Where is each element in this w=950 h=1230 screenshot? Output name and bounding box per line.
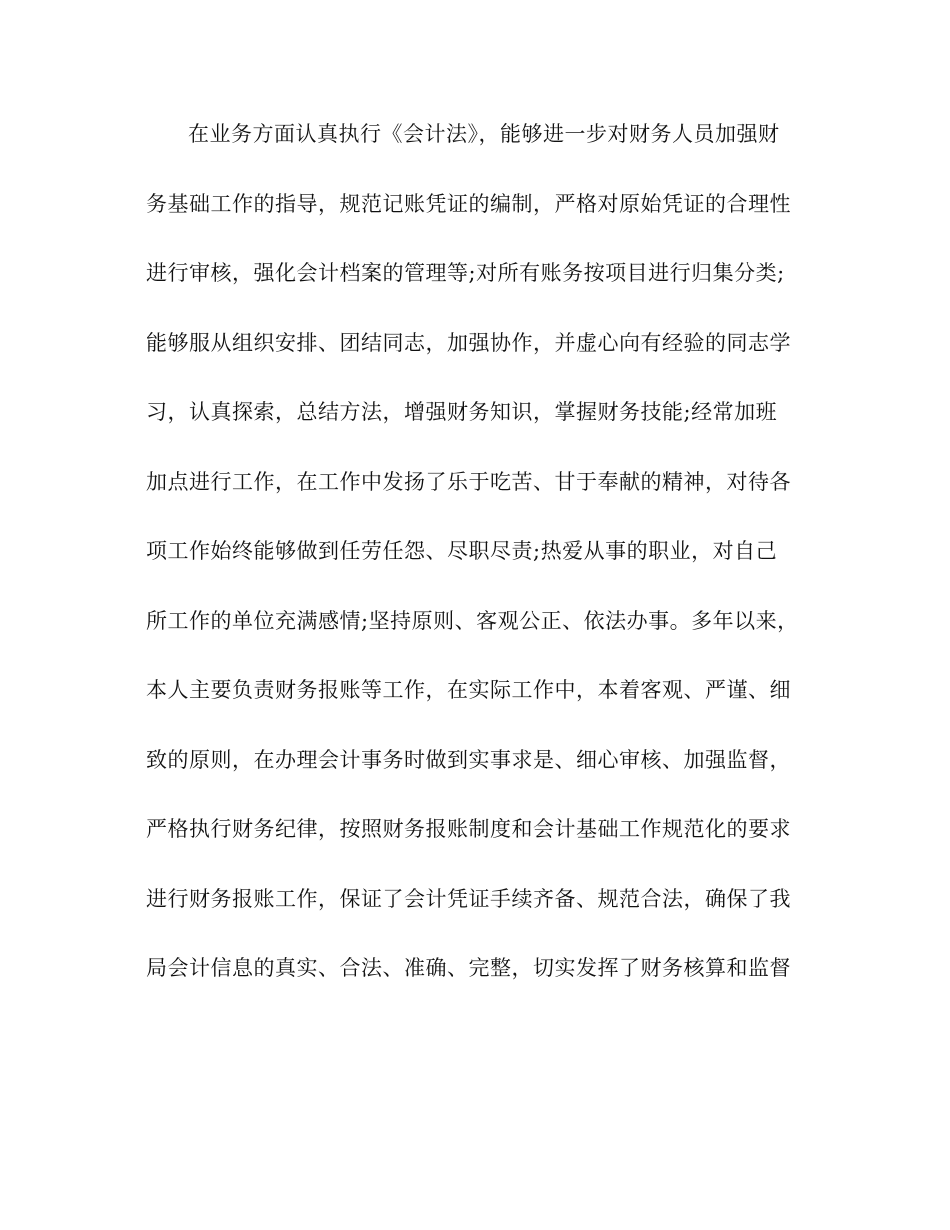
- paragraph-line-13: 局会计信息的真实、合法、准确、完整，切实发挥了财务核算和监督: [146, 956, 791, 980]
- paragraph-line-7: 项工作始终能够做到任劳任怨、尽职尽责;热爱从事的职业，对自己: [146, 539, 778, 563]
- paragraph-line-4: 能够服从组织安排、团结同志，加强协作，并虚心向有经验的同志学: [146, 330, 791, 355]
- paragraph-line-9: 本人主要负责财务报账等工作，在实际工作中，本着客观、严谨、细: [146, 678, 791, 702]
- paragraph-line-1: 在业务方面认真执行《会计法》，能够进一步对财务人员加强财: [188, 122, 780, 146]
- paragraph-line-6: 加点进行工作，在工作中发扬了乐于吃苦、甘于奉献的精神，对待各: [146, 469, 791, 494]
- paragraph-line-8: 所工作的单位充满感情;坚持原则、客观公正、依法办事。多年以来，: [146, 608, 799, 633]
- paragraph-line-5: 习，认真探索，总结方法，增强财务知识，掌握财务技能;经常加班: [146, 400, 778, 424]
- paragraph-line-10: 致的原则，在办理会计事务时做到实事求是、细心审核、加强监督，: [146, 747, 791, 772]
- paragraph-line-2: 务基础工作的指导，规范记账凭证的编制，严格对原始凭证的合理性: [146, 191, 791, 216]
- paragraph-line-12: 进行财务报账工作，保证了会计凭证手续齐备、规范合法，确保了我: [146, 886, 791, 911]
- paragraph-line-11: 严格执行财务纪律，按照财务报账制度和会计基础工作规范化的要求: [146, 817, 791, 841]
- paragraph-line-3: 进行审核，强化会计档案的管理等;对所有账务按项目进行归集分类;: [146, 261, 785, 285]
- body-paragraph: [146, 122, 816, 981]
